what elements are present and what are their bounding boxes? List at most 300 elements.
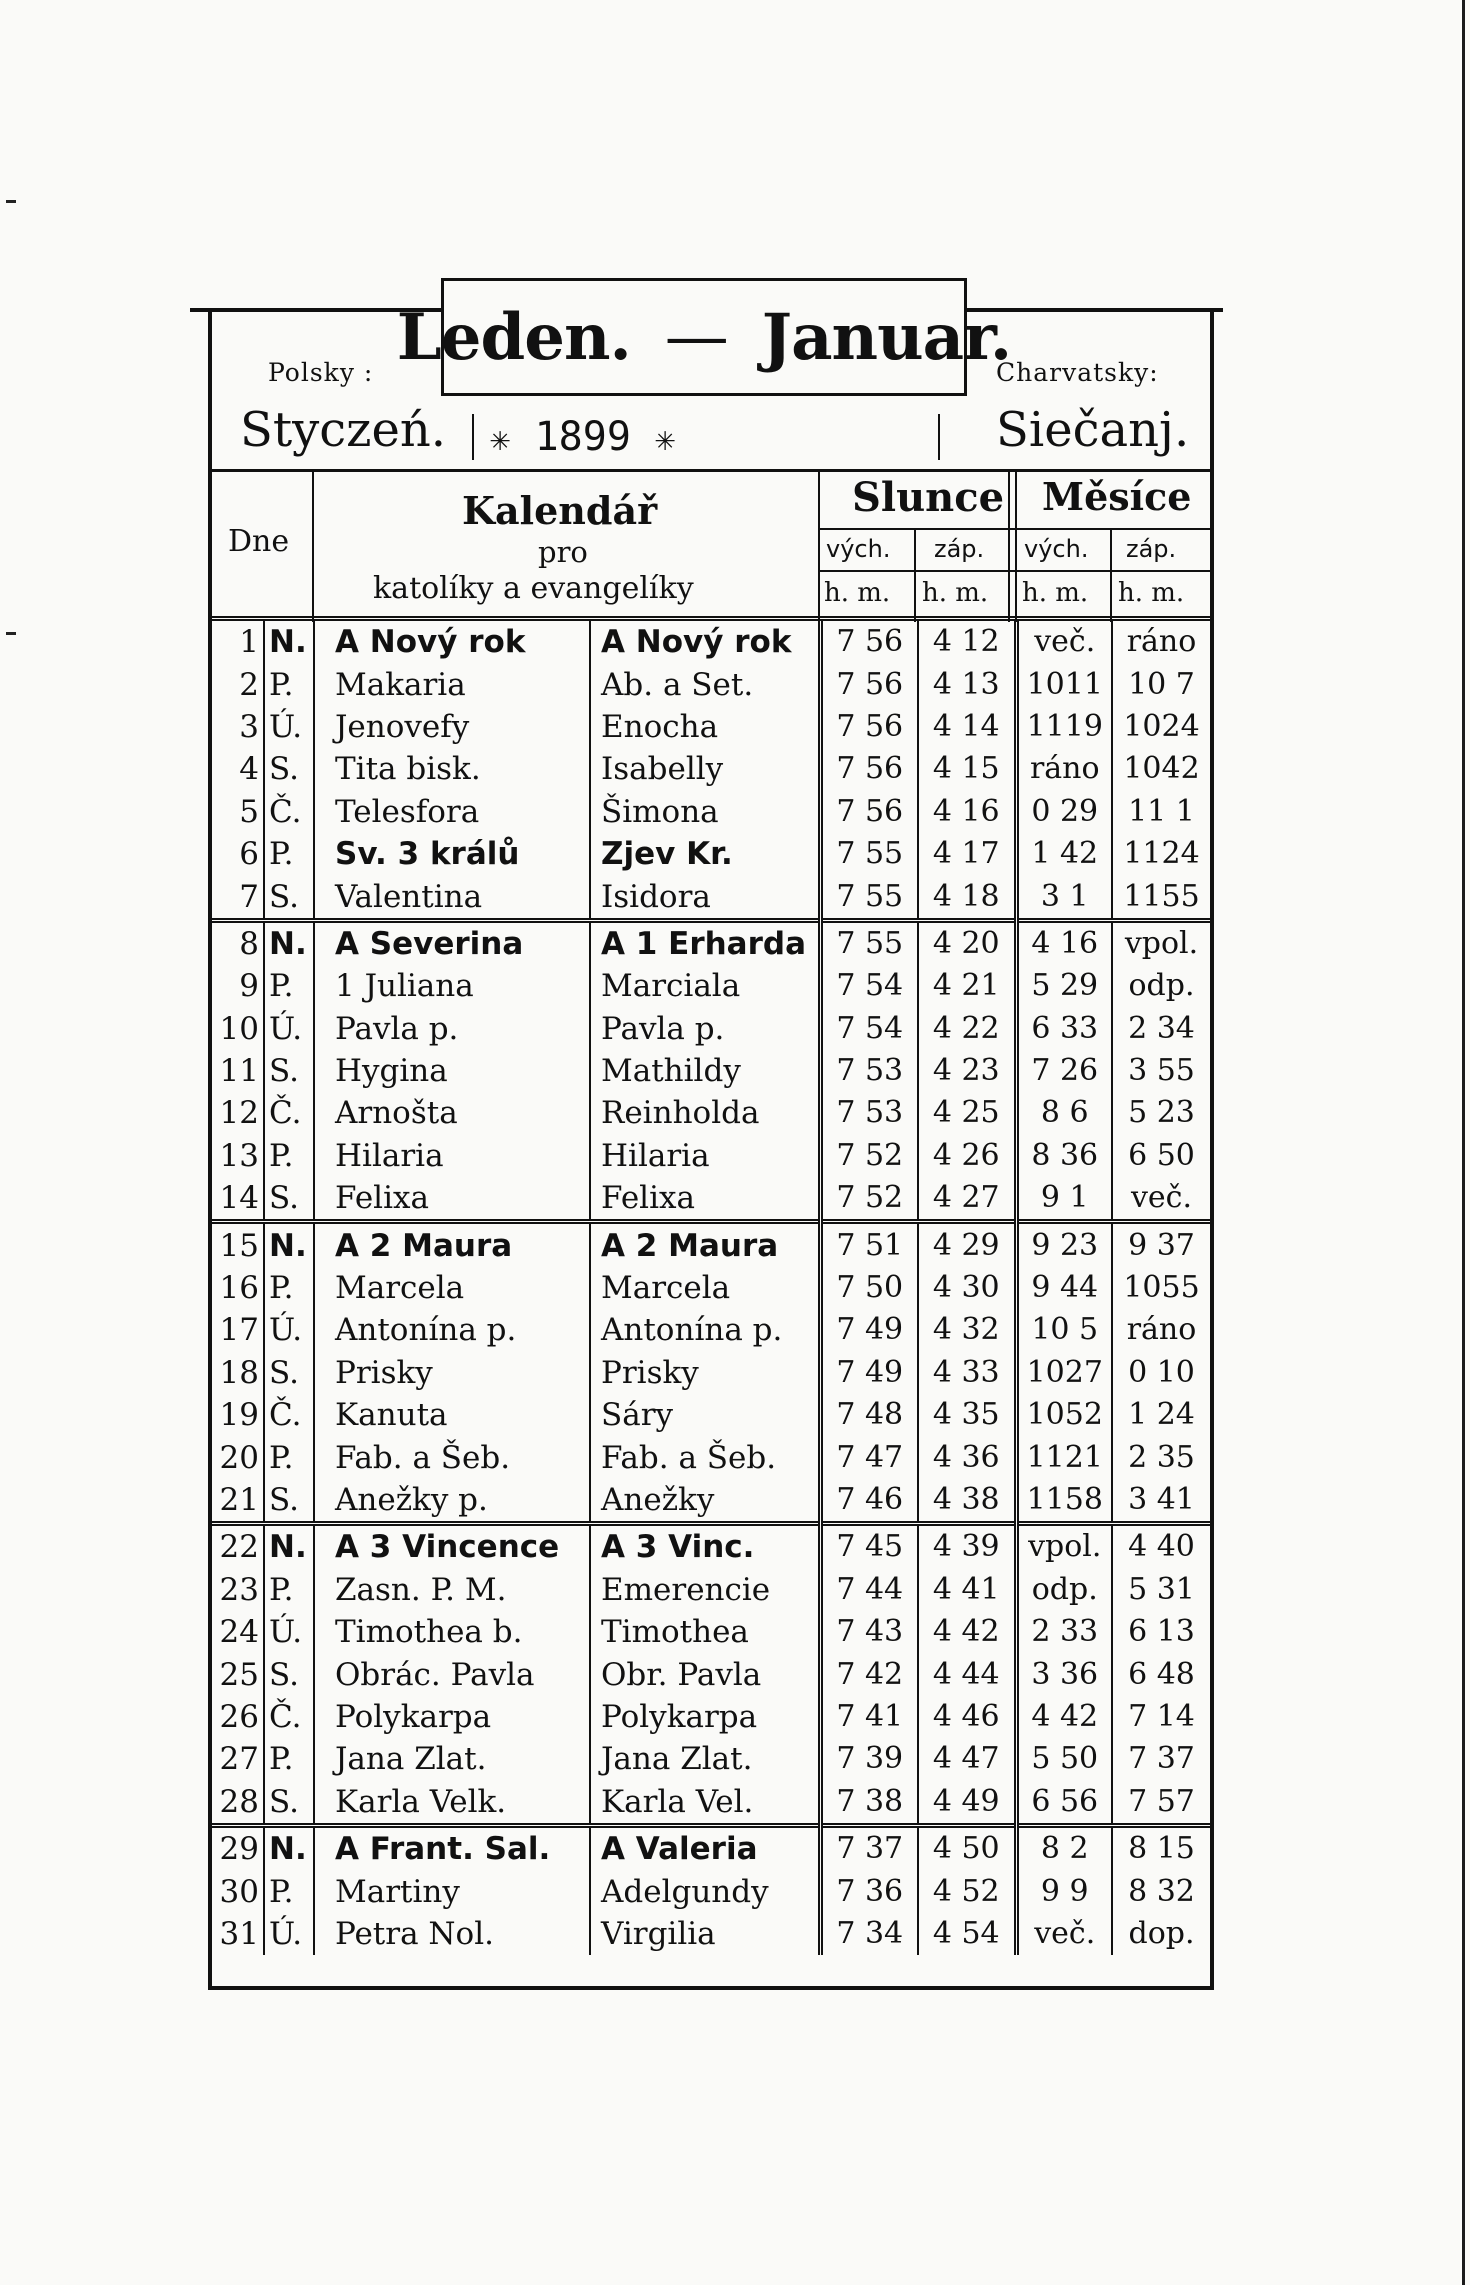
title-german: Januar. xyxy=(761,299,1012,375)
sunset: 4 54 xyxy=(918,1913,1016,1955)
catholic-saint: Marcela xyxy=(314,1267,590,1309)
moonset: 7 57 xyxy=(1128,1783,1195,1819)
binding-mark xyxy=(6,200,16,203)
sunset: 4 35 xyxy=(918,1394,1016,1436)
sunrise: 7 41 xyxy=(820,1696,918,1738)
moonrise: 8 2 xyxy=(1016,1825,1112,1870)
weekday: P. xyxy=(264,1569,314,1611)
evangelical-saint: Enocha xyxy=(590,706,820,748)
evangelical-saint: Karla Vel. xyxy=(590,1781,820,1826)
sunset: 4 32 xyxy=(918,1309,1016,1351)
col-calendar-who: katolíky a evangelíky xyxy=(373,571,694,606)
day-number: 5 xyxy=(239,793,259,830)
sunset: 4 21 xyxy=(918,965,1016,1007)
catholic-saint: Hilaria xyxy=(314,1135,590,1177)
evangelical-saint: Prisky xyxy=(590,1352,820,1394)
day-number: 26 xyxy=(219,1698,259,1735)
sunrise: 7 56 xyxy=(820,791,918,833)
day-number: 12 xyxy=(219,1095,259,1132)
day-number: 10 xyxy=(219,1010,259,1047)
moonset: 1124 xyxy=(1123,836,1200,872)
weekday: P. xyxy=(264,965,314,1007)
moon-rise-label: vých. xyxy=(1024,535,1089,563)
evangelical-saint: Obr. Pavla xyxy=(590,1653,820,1695)
evangelical-saint: Isidora xyxy=(590,875,820,920)
catholic-saint: A Frant. Sal. xyxy=(314,1825,590,1870)
sun-rise-label: vých. xyxy=(826,535,891,563)
sunset: 4 17 xyxy=(918,833,1016,875)
day-number: 8 xyxy=(212,920,264,965)
moonset: 10 7 xyxy=(1128,666,1195,702)
weekday: S. xyxy=(264,1352,314,1394)
moonset: 5 31 xyxy=(1128,1571,1195,1607)
weekday: Č. xyxy=(264,1092,314,1134)
sunset: 4 15 xyxy=(918,748,1016,790)
evangelical-saint: A 2 Maura xyxy=(590,1222,820,1267)
weekday: S. xyxy=(264,1479,314,1524)
catholic-saint: Arnošta xyxy=(314,1092,590,1134)
catholic-saint: Zasn. P. M. xyxy=(314,1569,590,1611)
day-row xyxy=(212,1135,1210,1177)
sunrise: 7 39 xyxy=(820,1738,918,1780)
sunset: 4 42 xyxy=(918,1611,1016,1653)
evangelical-saint: Adelgundy xyxy=(590,1870,820,1912)
weekday: S. xyxy=(264,1653,314,1695)
weekday: P. xyxy=(264,1436,314,1478)
day-number: 29 xyxy=(212,1825,264,1870)
sunrise: 7 51 xyxy=(820,1222,918,1267)
sunrise: 7 44 xyxy=(820,1569,918,1611)
polish-label: Polsky : xyxy=(268,358,374,387)
day-number: 14 xyxy=(219,1180,259,1217)
day-row xyxy=(212,1436,1210,1478)
day-row xyxy=(212,1479,1210,1524)
moonrise: 1121 xyxy=(1016,1436,1112,1478)
catholic-saint: Makaria xyxy=(314,663,590,705)
sunrise: 7 54 xyxy=(820,1008,918,1050)
moonrise: 1119 xyxy=(1016,706,1112,748)
sunset: 4 20 xyxy=(918,920,1016,965)
moonset: 1024 xyxy=(1123,708,1200,744)
weekday: P. xyxy=(264,1870,314,1912)
sunset: 4 14 xyxy=(918,706,1016,748)
sunset: 4 39 xyxy=(918,1524,1016,1569)
moonset: 4 40 xyxy=(1112,1524,1210,1569)
weekday: Ú. xyxy=(264,1913,314,1955)
sub-rule xyxy=(820,528,1210,530)
day-number: 27 xyxy=(219,1741,259,1778)
sunrise: 7 48 xyxy=(820,1394,918,1436)
moonrise: 1052 xyxy=(1016,1394,1112,1436)
moonset: 2 34 xyxy=(1128,1010,1195,1046)
catholic-saint: A 3 Vincence xyxy=(314,1524,590,1569)
day-row xyxy=(212,1738,1210,1780)
moonset: 3 55 xyxy=(1128,1053,1195,1089)
catholic-saint: Prisky xyxy=(314,1352,590,1394)
sunrise: 7 55 xyxy=(820,833,918,875)
moonrise: 9 23 xyxy=(1016,1222,1112,1267)
col-divider xyxy=(818,472,820,622)
moonset: 9 37 xyxy=(1112,1222,1210,1267)
day-number: 30 xyxy=(219,1873,259,1910)
moonset: 2 35 xyxy=(1128,1439,1195,1475)
col-divider xyxy=(1008,472,1017,622)
sunrise: 7 56 xyxy=(820,748,918,790)
day-number: 24 xyxy=(219,1614,259,1651)
moonset: odp. xyxy=(1128,968,1195,1004)
day-row xyxy=(212,663,1210,705)
day-number: 4 xyxy=(239,751,259,788)
weekday: N. xyxy=(264,621,314,663)
moonrise: 6 33 xyxy=(1016,1008,1112,1050)
catholic-saint: A Severina xyxy=(314,920,590,965)
moonrise: 9 1 xyxy=(1016,1177,1112,1222)
weekday: S. xyxy=(264,1177,314,1222)
evangelical-saint: A Nový rok xyxy=(590,621,820,663)
moon-set-label: záp. xyxy=(1126,535,1177,563)
header-tick xyxy=(938,414,940,460)
moonrise: 6 56 xyxy=(1016,1781,1112,1826)
sunrise: 7 43 xyxy=(820,1611,918,1653)
catholic-saint: Karla Velk. xyxy=(314,1781,590,1826)
day-row xyxy=(212,1781,1210,1826)
weekday: S. xyxy=(264,1781,314,1826)
day-row xyxy=(212,706,1210,748)
evangelical-saint: A 3 Vinc. xyxy=(590,1524,820,1569)
weekday: Ú. xyxy=(264,1309,314,1351)
day-row xyxy=(212,1008,1210,1050)
moonrise: odp. xyxy=(1016,1569,1112,1611)
weekday: N. xyxy=(264,1825,314,1870)
day-number: 13 xyxy=(219,1137,259,1174)
catholic-saint: Kanuta xyxy=(314,1394,590,1436)
sunset: 4 38 xyxy=(918,1479,1016,1524)
catholic-saint: Polykarpa xyxy=(314,1696,590,1738)
moonset: 6 13 xyxy=(1128,1614,1195,1650)
moonrise: 1158 xyxy=(1016,1479,1112,1524)
sunrise: 7 36 xyxy=(820,1870,918,1912)
col-divider xyxy=(312,472,314,622)
catholic-saint: Sv. 3 králů xyxy=(314,833,590,875)
sunrise: 7 52 xyxy=(820,1135,918,1177)
evangelical-saint: Zjev Kr. xyxy=(590,833,820,875)
day-number: 31 xyxy=(219,1915,259,1952)
sunset: 4 23 xyxy=(918,1050,1016,1092)
weekday: N. xyxy=(264,920,314,965)
evangelical-saint: Fab. a Šeb. xyxy=(590,1436,820,1478)
catholic-saint: 1 Juliana xyxy=(314,965,590,1007)
evangelical-saint: Isabelly xyxy=(590,748,820,790)
day-number: 19 xyxy=(219,1397,259,1434)
weekday: S. xyxy=(264,1050,314,1092)
sunrise: 7 46 xyxy=(820,1479,918,1524)
weekday: P. xyxy=(264,1738,314,1780)
catholic-saint: Petra Nol. xyxy=(314,1913,590,1955)
day-number: 3 xyxy=(239,708,259,745)
croatian-label: Charvatsky: xyxy=(996,358,1159,387)
sunrise: 7 53 xyxy=(820,1092,918,1134)
sunset: 4 44 xyxy=(918,1653,1016,1695)
sunrise: 7 47 xyxy=(820,1436,918,1478)
catholic-saint: Fab. a Šeb. xyxy=(314,1436,590,1478)
moonset: dop. xyxy=(1128,1915,1195,1951)
evangelical-saint: Virgilia xyxy=(590,1913,820,1955)
moonset: ráno xyxy=(1126,624,1197,660)
moonset: 7 37 xyxy=(1128,1741,1195,1777)
day-row xyxy=(212,920,1210,965)
polish-month: Styczeń. xyxy=(240,402,447,458)
day-number: 21 xyxy=(219,1482,259,1518)
day-row xyxy=(212,1870,1210,1912)
sun-set-unit: h. m. xyxy=(922,578,989,608)
sunset: 4 13 xyxy=(918,663,1016,705)
sunrise: 7 55 xyxy=(820,875,918,920)
sunrise: 7 37 xyxy=(820,1825,918,1870)
day-row xyxy=(212,791,1210,833)
star-icon: ✳ xyxy=(490,419,511,459)
evangelical-saint: Hilaria xyxy=(590,1135,820,1177)
moonset: 6 48 xyxy=(1128,1656,1195,1692)
year: 1899 xyxy=(534,414,631,460)
catholic-saint: Obrác. Pavla xyxy=(314,1653,590,1695)
day-row xyxy=(212,1309,1210,1351)
col-sun: Slunce xyxy=(852,474,1005,521)
sunset: 4 30 xyxy=(918,1267,1016,1309)
moonrise: 1 42 xyxy=(1016,833,1112,875)
weekday: Č. xyxy=(264,1696,314,1738)
moonset: 1155 xyxy=(1123,878,1200,914)
catholic-saint: Timothea b. xyxy=(314,1611,590,1653)
col-moon: Měsíce xyxy=(1042,474,1192,519)
day-row xyxy=(212,875,1210,920)
moonrise: 7 26 xyxy=(1016,1050,1112,1092)
day-number: 16 xyxy=(219,1270,259,1307)
evangelical-saint: Antonína p. xyxy=(590,1309,820,1351)
sunrise: 7 56 xyxy=(820,663,918,705)
weekday: N. xyxy=(264,1524,314,1569)
weekday: Ú. xyxy=(264,706,314,748)
day-row xyxy=(212,1653,1210,1695)
moonset: 3 41 xyxy=(1128,1482,1195,1517)
title-czech: Leden. xyxy=(396,299,631,375)
weekday: S. xyxy=(264,748,314,790)
day-row xyxy=(212,1611,1210,1653)
weekday: Ú. xyxy=(264,1611,314,1653)
day-row xyxy=(212,833,1210,875)
catholic-saint: Martiny xyxy=(314,1870,590,1912)
binding-mark xyxy=(6,632,16,635)
moonrise: 1011 xyxy=(1016,663,1112,705)
evangelical-saint: Šimona xyxy=(590,791,820,833)
moon-set-unit: h. m. xyxy=(1118,578,1185,608)
sunset: 4 22 xyxy=(918,1008,1016,1050)
evangelical-saint: Pavla p. xyxy=(590,1008,820,1050)
evangelical-saint: Anežky xyxy=(590,1479,820,1524)
day-number: 25 xyxy=(219,1656,259,1693)
sunrise: 7 55 xyxy=(820,920,918,965)
day-number: 2 xyxy=(239,666,259,703)
evangelical-saint: Ab. a Set. xyxy=(590,663,820,705)
col-divider xyxy=(914,530,916,622)
sunset: 4 27 xyxy=(918,1177,1016,1222)
sunrise: 7 53 xyxy=(820,1050,918,1092)
sunrise: 7 49 xyxy=(820,1352,918,1394)
moonrise: 10 5 xyxy=(1016,1309,1112,1351)
evangelical-saint: Jana Zlat. xyxy=(590,1738,820,1780)
moonset: 5 23 xyxy=(1128,1095,1195,1131)
sunrise: 7 56 xyxy=(820,621,918,663)
day-number: 20 xyxy=(219,1439,259,1476)
sunset: 4 12 xyxy=(918,621,1016,663)
header-rule xyxy=(212,469,1210,472)
moonset: 1042 xyxy=(1123,751,1200,787)
star-icon: ✳ xyxy=(655,419,676,459)
evangelical-saint: A Valeria xyxy=(590,1825,820,1870)
col-days: Dne xyxy=(228,524,290,559)
moonset: 8 15 xyxy=(1112,1825,1210,1870)
sunrise: 7 42 xyxy=(820,1653,918,1695)
evangelical-saint: Reinholda xyxy=(590,1092,820,1134)
day-number: 15 xyxy=(212,1222,264,1267)
year-line xyxy=(490,414,675,460)
evangelical-saint: Sáry xyxy=(590,1394,820,1436)
moonrise: 3 1 xyxy=(1016,875,1112,920)
sunrise: 7 34 xyxy=(820,1913,918,1955)
day-number: 17 xyxy=(219,1312,259,1349)
sunset: 4 26 xyxy=(918,1135,1016,1177)
sunrise: 7 49 xyxy=(820,1309,918,1351)
header-tick xyxy=(472,414,474,460)
moonset: ráno xyxy=(1126,1312,1197,1348)
weekday: P. xyxy=(264,1267,314,1309)
moonset: 1 24 xyxy=(1128,1397,1195,1433)
sub-rule xyxy=(820,570,1210,572)
day-row xyxy=(212,1177,1210,1222)
day-row xyxy=(212,1267,1210,1309)
catholic-saint: Tita bisk. xyxy=(314,748,590,790)
moonrise: 8 6 xyxy=(1016,1092,1112,1134)
moonset: 6 50 xyxy=(1128,1137,1195,1173)
moonset: 0 10 xyxy=(1128,1354,1195,1390)
weekday: P. xyxy=(264,1135,314,1177)
moonset: 7 14 xyxy=(1128,1698,1195,1734)
catholic-saint: Anežky p. xyxy=(314,1479,590,1524)
evangelical-saint: Felixa xyxy=(590,1177,820,1222)
sunset: 4 36 xyxy=(918,1436,1016,1478)
sunset: 4 41 xyxy=(918,1569,1016,1611)
sunrise: 7 45 xyxy=(820,1524,918,1569)
catholic-saint: Valentina xyxy=(314,875,590,920)
day-row xyxy=(212,1825,1210,1870)
sunset: 4 18 xyxy=(918,875,1016,920)
sunrise: 7 56 xyxy=(820,706,918,748)
moonrise: vpol. xyxy=(1016,1524,1112,1569)
moonrise: 4 42 xyxy=(1016,1696,1112,1738)
moonrise: 5 50 xyxy=(1016,1738,1112,1780)
evangelical-saint: Marciala xyxy=(590,965,820,1007)
day-number: 22 xyxy=(212,1524,264,1569)
sunset: 4 52 xyxy=(918,1870,1016,1912)
day-number: 6 xyxy=(239,836,259,873)
catholic-saint: Jenovefy xyxy=(314,706,590,748)
moonrise: 5 29 xyxy=(1016,965,1112,1007)
day-row xyxy=(212,621,1210,663)
moonrise: 8 36 xyxy=(1016,1135,1112,1177)
moonset: več. xyxy=(1130,1180,1193,1216)
evangelical-saint: Emerencie xyxy=(590,1569,820,1611)
day-number: 7 xyxy=(239,878,259,915)
calendar-table xyxy=(212,621,1210,1955)
day-row xyxy=(212,748,1210,790)
sun-rise-unit: h. m. xyxy=(824,578,891,608)
evangelical-saint: Mathildy xyxy=(590,1050,820,1092)
evangelical-saint: Marcela xyxy=(590,1267,820,1309)
moonrise: več. xyxy=(1016,621,1112,663)
weekday: Ú. xyxy=(264,1008,314,1050)
moonrise: 1027 xyxy=(1016,1352,1112,1394)
sunset: 4 49 xyxy=(918,1781,1016,1826)
weekday: P. xyxy=(264,833,314,875)
moonset: 8 32 xyxy=(1128,1873,1195,1909)
moonrise: 9 9 xyxy=(1016,1870,1112,1912)
day-number: 28 xyxy=(219,1783,259,1820)
sunrise: 7 52 xyxy=(820,1177,918,1222)
day-row xyxy=(212,1050,1210,1092)
sunrise: 7 54 xyxy=(820,965,918,1007)
month-title xyxy=(396,278,1012,396)
day-number: 1 xyxy=(239,624,259,661)
catholic-saint: Jana Zlat. xyxy=(314,1738,590,1780)
col-calendar: Kalendář xyxy=(462,488,658,533)
moonset: 1055 xyxy=(1123,1270,1200,1306)
day-number: 18 xyxy=(219,1354,259,1391)
catholic-saint: Antonína p. xyxy=(314,1309,590,1351)
weekday: S. xyxy=(264,875,314,920)
day-row xyxy=(212,1524,1210,1569)
sunrise: 7 38 xyxy=(820,1781,918,1826)
sunset: 4 29 xyxy=(918,1222,1016,1267)
col-divider xyxy=(1110,530,1112,622)
moonrise: 2 33 xyxy=(1016,1611,1112,1653)
moonrise: ráno xyxy=(1016,748,1112,790)
weekday: Č. xyxy=(264,791,314,833)
sunset: 4 25 xyxy=(918,1092,1016,1134)
title-dash: — xyxy=(664,300,728,374)
day-number: 11 xyxy=(219,1053,259,1090)
day-row xyxy=(212,1222,1210,1267)
moonrise: 3 36 xyxy=(1016,1653,1112,1695)
catholic-saint: A 2 Maura xyxy=(314,1222,590,1267)
sun-set-label: záp. xyxy=(934,535,985,563)
col-calendar-for: pro xyxy=(538,535,588,569)
moonrise: več. xyxy=(1016,1913,1112,1955)
sunset: 4 33 xyxy=(918,1352,1016,1394)
catholic-saint: Telesfora xyxy=(314,791,590,833)
day-number: 9 xyxy=(239,968,259,1005)
day-row xyxy=(212,1092,1210,1134)
weekday: N. xyxy=(264,1222,314,1267)
weekday: Č. xyxy=(264,1394,314,1436)
day-row xyxy=(212,1394,1210,1436)
moonrise: 9 44 xyxy=(1016,1267,1112,1309)
day-row xyxy=(212,1913,1210,1955)
catholic-saint: Hygina xyxy=(314,1050,590,1092)
moonset: 11 1 xyxy=(1128,793,1195,829)
evangelical-saint: A 1 Erharda xyxy=(590,920,820,965)
day-row xyxy=(212,1569,1210,1611)
moonrise: 0 29 xyxy=(1016,791,1112,833)
day-row xyxy=(212,965,1210,1007)
